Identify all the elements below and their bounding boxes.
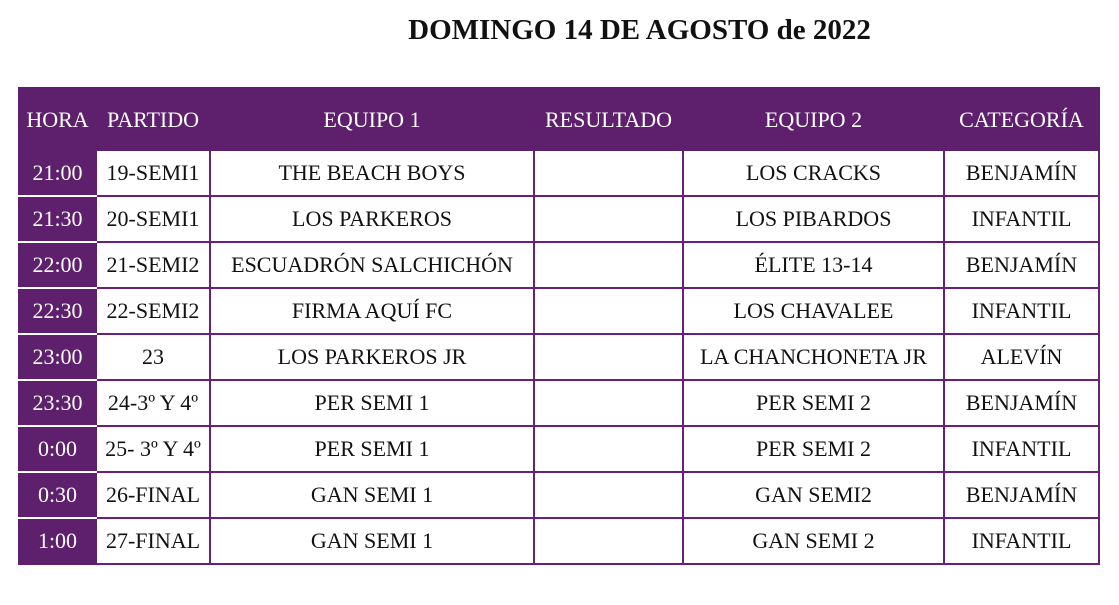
cell-equipo2: GAN SEMI 2 xyxy=(683,518,944,564)
cell-hora: 21:00 xyxy=(19,150,96,196)
cell-hora: 22:00 xyxy=(19,242,96,288)
header-equipo2: EQUIPO 2 xyxy=(683,88,944,150)
cell-partido: 21-SEMI2 xyxy=(96,242,210,288)
cell-hora: 21:30 xyxy=(19,196,96,242)
cell-equipo1: PER SEMI 1 xyxy=(210,426,534,472)
cell-equipo1: ESCUADRÓN SALCHICHÓN xyxy=(210,242,534,288)
table-row xyxy=(19,150,1099,196)
cell-categoria: INFANTIL xyxy=(944,288,1099,334)
cell-categoria: INFANTIL xyxy=(944,196,1099,242)
table-row xyxy=(19,288,1099,334)
table-row xyxy=(19,334,1099,380)
cell-categoria: INFANTIL xyxy=(944,426,1099,472)
table-row xyxy=(19,472,1099,518)
table-header-row xyxy=(19,88,1099,150)
cell-equipo2: LOS PIBARDOS xyxy=(683,196,944,242)
cell-equipo1: PER SEMI 1 xyxy=(210,380,534,426)
header-categoria: CATEGORÍA xyxy=(944,88,1099,150)
cell-hora: 22:30 xyxy=(19,288,96,334)
header-equipo1: EQUIPO 1 xyxy=(210,88,534,150)
cell-partido: 25- 3º Y 4º xyxy=(96,426,210,472)
cell-equipo2: ÉLITE 13-14 xyxy=(683,242,944,288)
cell-resultado xyxy=(534,380,683,426)
cell-partido: 19-SEMI1 xyxy=(96,150,210,196)
header-partido: PARTIDO xyxy=(96,88,210,150)
cell-equipo1: GAN SEMI 1 xyxy=(210,472,534,518)
cell-equipo1: LOS PARKEROS xyxy=(210,196,534,242)
cell-categoria: BENJAMÍN xyxy=(944,472,1099,518)
table-row xyxy=(19,196,1099,242)
cell-partido: 22-SEMI2 xyxy=(96,288,210,334)
page-title: DOMINGO 14 DE AGOSTO de 2022 xyxy=(408,14,871,46)
header-resultado: RESULTADO xyxy=(534,88,683,150)
cell-resultado xyxy=(534,196,683,242)
cell-hora: 0:30 xyxy=(19,472,96,518)
table-row xyxy=(19,380,1099,426)
cell-partido: 27-FINAL xyxy=(96,518,210,564)
cell-equipo2: GAN SEMI2 xyxy=(683,472,944,518)
cell-equipo2: PER SEMI 2 xyxy=(683,426,944,472)
cell-categoria: INFANTIL xyxy=(944,518,1099,564)
cell-categoria: ALEVÍN xyxy=(944,334,1099,380)
cell-partido: 24-3º Y 4º xyxy=(96,380,210,426)
cell-categoria: BENJAMÍN xyxy=(944,380,1099,426)
cell-resultado xyxy=(534,518,683,564)
cell-equipo2: PER SEMI 2 xyxy=(683,380,944,426)
cell-equipo2: LA CHANCHONETA JR xyxy=(683,334,944,380)
cell-resultado xyxy=(534,426,683,472)
cell-partido: 23 xyxy=(96,334,210,380)
table-row xyxy=(19,518,1099,564)
cell-hora: 23:00 xyxy=(19,334,96,380)
cell-resultado xyxy=(534,334,683,380)
cell-partido: 20-SEMI1 xyxy=(96,196,210,242)
table-row xyxy=(19,242,1099,288)
cell-resultado xyxy=(534,150,683,196)
cell-hora: 23:30 xyxy=(19,380,96,426)
cell-hora: 1:00 xyxy=(19,518,96,564)
cell-equipo1: FIRMA AQUÍ FC xyxy=(210,288,534,334)
cell-categoria: BENJAMÍN xyxy=(944,242,1099,288)
cell-resultado xyxy=(534,242,683,288)
cell-equipo2: LOS CHAVALEE xyxy=(683,288,944,334)
schedule-table xyxy=(18,87,1100,565)
cell-hora: 0:00 xyxy=(19,426,96,472)
cell-equipo2: LOS CRACKS xyxy=(683,150,944,196)
cell-categoria: BENJAMÍN xyxy=(944,150,1099,196)
cell-equipo1: GAN SEMI 1 xyxy=(210,518,534,564)
cell-partido: 26-FINAL xyxy=(96,472,210,518)
cell-equipo1: THE BEACH BOYS xyxy=(210,150,534,196)
table-row xyxy=(19,426,1099,472)
cell-equipo1: LOS PARKEROS JR xyxy=(210,334,534,380)
cell-resultado xyxy=(534,288,683,334)
header-hora: HORA xyxy=(19,88,96,150)
cell-resultado xyxy=(534,472,683,518)
